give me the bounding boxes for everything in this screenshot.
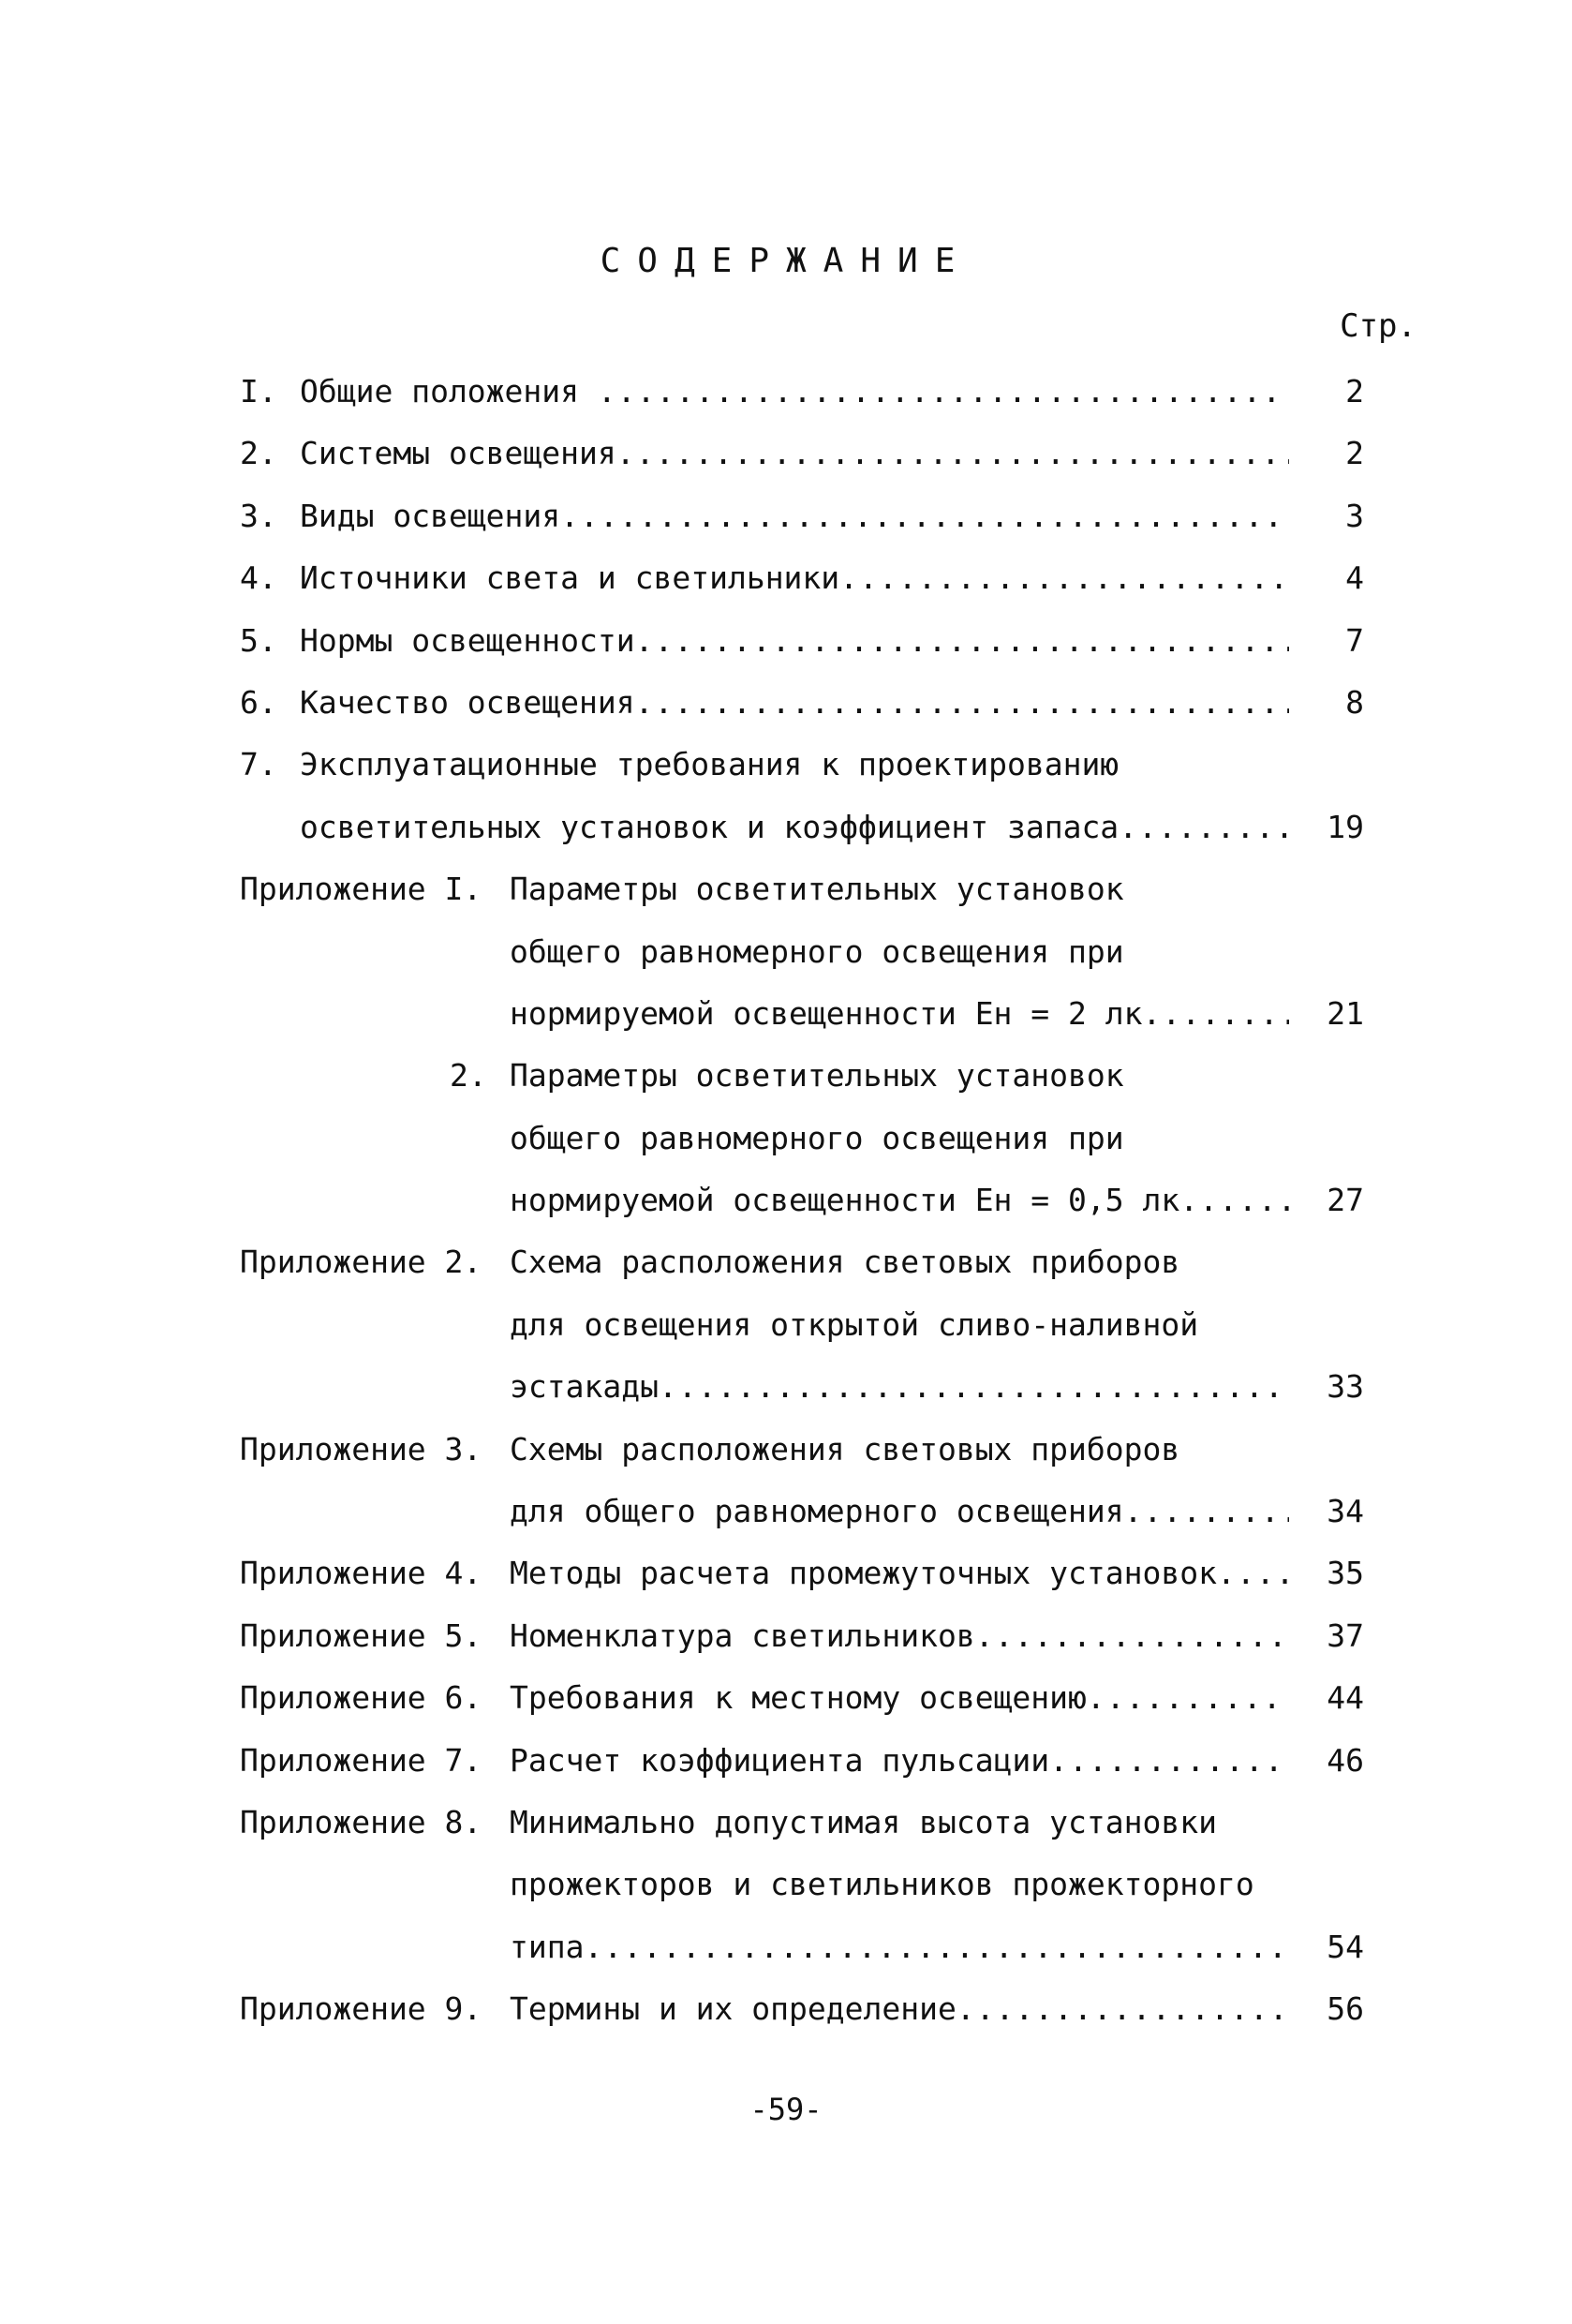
toc-entry-label: 2. — [240, 435, 277, 472]
dot-leader — [659, 1356, 1289, 1418]
dot-leader — [1179, 1169, 1289, 1231]
toc-entry-text: Источники света и светильники — [300, 559, 840, 597]
toc-entry-text: для общего равномерного освещения — [510, 1493, 1124, 1530]
dot-leader — [598, 361, 1289, 423]
toc-entry-text: Номенклатура светильников — [510, 1616, 975, 1654]
toc-entry-text: эстакады — [510, 1368, 659, 1406]
toc-entry-page: 46 — [1327, 1741, 1364, 1779]
toc-entry-text: Системы освещения — [300, 435, 616, 472]
toc-entry-label: 2. — [450, 1057, 487, 1095]
toc-entry — [240, 1481, 1364, 1542]
toc-entry-text: Термины и их определение — [510, 1990, 957, 2028]
toc-entry — [240, 1231, 1364, 1293]
toc-entry-page: 54 — [1327, 1928, 1364, 1965]
toc-entry — [240, 1045, 1364, 1107]
toc-entry — [240, 1169, 1364, 1231]
page-column-header: Стр. — [1340, 307, 1416, 345]
toc-entry-label: Приложение 3. — [240, 1430, 482, 1467]
toc-entry-text: нормируемой освещенности Eн = 2 лк — [510, 994, 1143, 1032]
toc-entry-text: типа — [510, 1928, 585, 1965]
toc-entry-label: I. — [240, 373, 277, 410]
dot-leader — [635, 610, 1289, 672]
dot-leader — [839, 547, 1289, 609]
toc-entry — [240, 423, 1364, 484]
toc-entry-page: 27 — [1327, 1182, 1364, 1219]
toc-entry — [240, 547, 1364, 609]
toc-entry-text: общего равномерного освещения при — [510, 932, 1124, 970]
toc-entry-text: Расчет коэффициента пульсации — [510, 1741, 1050, 1779]
toc-entry — [240, 734, 1364, 796]
toc-entry-label: Приложение 5. — [240, 1616, 482, 1654]
toc-entry-label: Приложение 9. — [240, 1990, 482, 2028]
toc-entry — [240, 361, 1364, 423]
toc-entry-text: Общие положения — [300, 373, 598, 410]
toc-entry-page: 8 — [1345, 683, 1364, 721]
toc-entry-text: Параметры осветительных установок — [510, 1057, 1124, 1095]
toc-entry-page: 33 — [1327, 1368, 1364, 1406]
toc-entry-page: 56 — [1327, 1990, 1364, 2028]
toc-entry-text: Нормы освещенности — [300, 621, 635, 659]
toc-entry-page: 7 — [1345, 621, 1364, 659]
toc-entry — [240, 1916, 1364, 1978]
toc-entry-text: Параметры осветительных установок — [510, 871, 1124, 908]
toc-entry — [240, 1419, 1364, 1481]
toc-entry — [240, 1542, 1364, 1604]
toc-entry-page: 4 — [1345, 559, 1364, 597]
toc-entry — [240, 1108, 1364, 1169]
toc-entry-page: 21 — [1327, 994, 1364, 1032]
dot-leader — [1087, 1667, 1289, 1729]
toc-entry-label: Приложение I. — [240, 871, 482, 908]
toc-entry — [240, 1792, 1364, 1854]
toc-entry-text: Схема расположения световых приборов — [510, 1244, 1180, 1281]
toc-entry — [240, 672, 1364, 734]
toc-entry-label: Приложение 8. — [240, 1803, 482, 1840]
toc-entry-text: осветительных установок и коэффициент запаса — [300, 808, 1120, 845]
toc-entry-page: 34 — [1327, 1493, 1364, 1530]
dot-leader — [957, 1978, 1289, 2040]
toc-entry-label: 7. — [240, 746, 277, 783]
toc-entry — [240, 1356, 1364, 1418]
toc-entry-label: Приложение 2. — [240, 1244, 482, 1281]
toc-entry-text: Минимально допустимая высота установки — [510, 1803, 1217, 1840]
toc-entry — [240, 610, 1364, 672]
toc-entry-text: прожекторов и светильников прожекторного — [510, 1866, 1254, 1903]
dot-leader — [1049, 1730, 1289, 1792]
toc-entry-page: 44 — [1327, 1679, 1364, 1717]
toc-entry-label: 6. — [240, 683, 277, 721]
toc-entry — [240, 1667, 1364, 1729]
toc-entry — [240, 921, 1364, 983]
toc-entry — [240, 983, 1364, 1045]
toc-entry — [240, 797, 1364, 858]
toc-entry-text: для освещения открытой сливо-наливной — [510, 1305, 1199, 1343]
toc-entry-text: Схемы расположения световых приборов — [510, 1430, 1180, 1467]
toc-entry-label: 3. — [240, 497, 277, 534]
dot-leader — [1119, 797, 1289, 858]
toc-entry — [240, 1605, 1364, 1667]
toc-entry-label: 4. — [240, 559, 277, 597]
toc-entry — [240, 1730, 1364, 1792]
toc-entry-page: 37 — [1327, 1616, 1364, 1654]
toc-entry — [240, 1978, 1364, 2040]
toc-entry — [240, 858, 1364, 920]
toc-entry-text: Методы расчета промежуточных установок — [510, 1555, 1217, 1592]
toc-entry-text: Качество освещения — [300, 683, 635, 721]
dot-leader — [1124, 1481, 1289, 1542]
dot-leader — [1143, 983, 1289, 1045]
toc-entry-text: Виды освещения — [300, 497, 561, 534]
toc-entry-page: 19 — [1327, 808, 1364, 845]
toc-entry-text: Эксплуатационные требования к проектированию — [300, 746, 1120, 783]
page-number: -59- — [749, 2092, 823, 2127]
dot-leader — [616, 423, 1289, 484]
toc-entry-text: общего равномерного освещения при — [510, 1119, 1124, 1156]
toc-entry-text: нормируемой освещенности Eн = 0,5 лк — [510, 1182, 1180, 1219]
dot-leader — [635, 672, 1289, 734]
dot-leader — [584, 1916, 1289, 1978]
toc-entry — [240, 1294, 1364, 1356]
toc-entry — [240, 1854, 1364, 1915]
toc-entry-page: 2 — [1345, 373, 1364, 410]
toc-entry-label: Приложение 7. — [240, 1741, 482, 1779]
toc-entry — [240, 485, 1364, 547]
table-of-contents — [240, 361, 1364, 2041]
toc-entry-label: Приложение 4. — [240, 1555, 482, 1592]
toc-entry-page: 3 — [1345, 497, 1364, 534]
toc-entry-label: Приложение 6. — [240, 1679, 482, 1717]
toc-entry-page: 2 — [1345, 435, 1364, 472]
toc-entry-label: 5. — [240, 621, 277, 659]
toc-entry-page: 35 — [1327, 1555, 1364, 1592]
toc-entry-text: Требования к местному освещению — [510, 1679, 1087, 1717]
dot-leader — [975, 1605, 1289, 1667]
dot-leader — [1217, 1542, 1289, 1604]
dot-leader — [560, 485, 1289, 547]
page-title: СОДЕРЖАНИЕ — [600, 242, 972, 280]
